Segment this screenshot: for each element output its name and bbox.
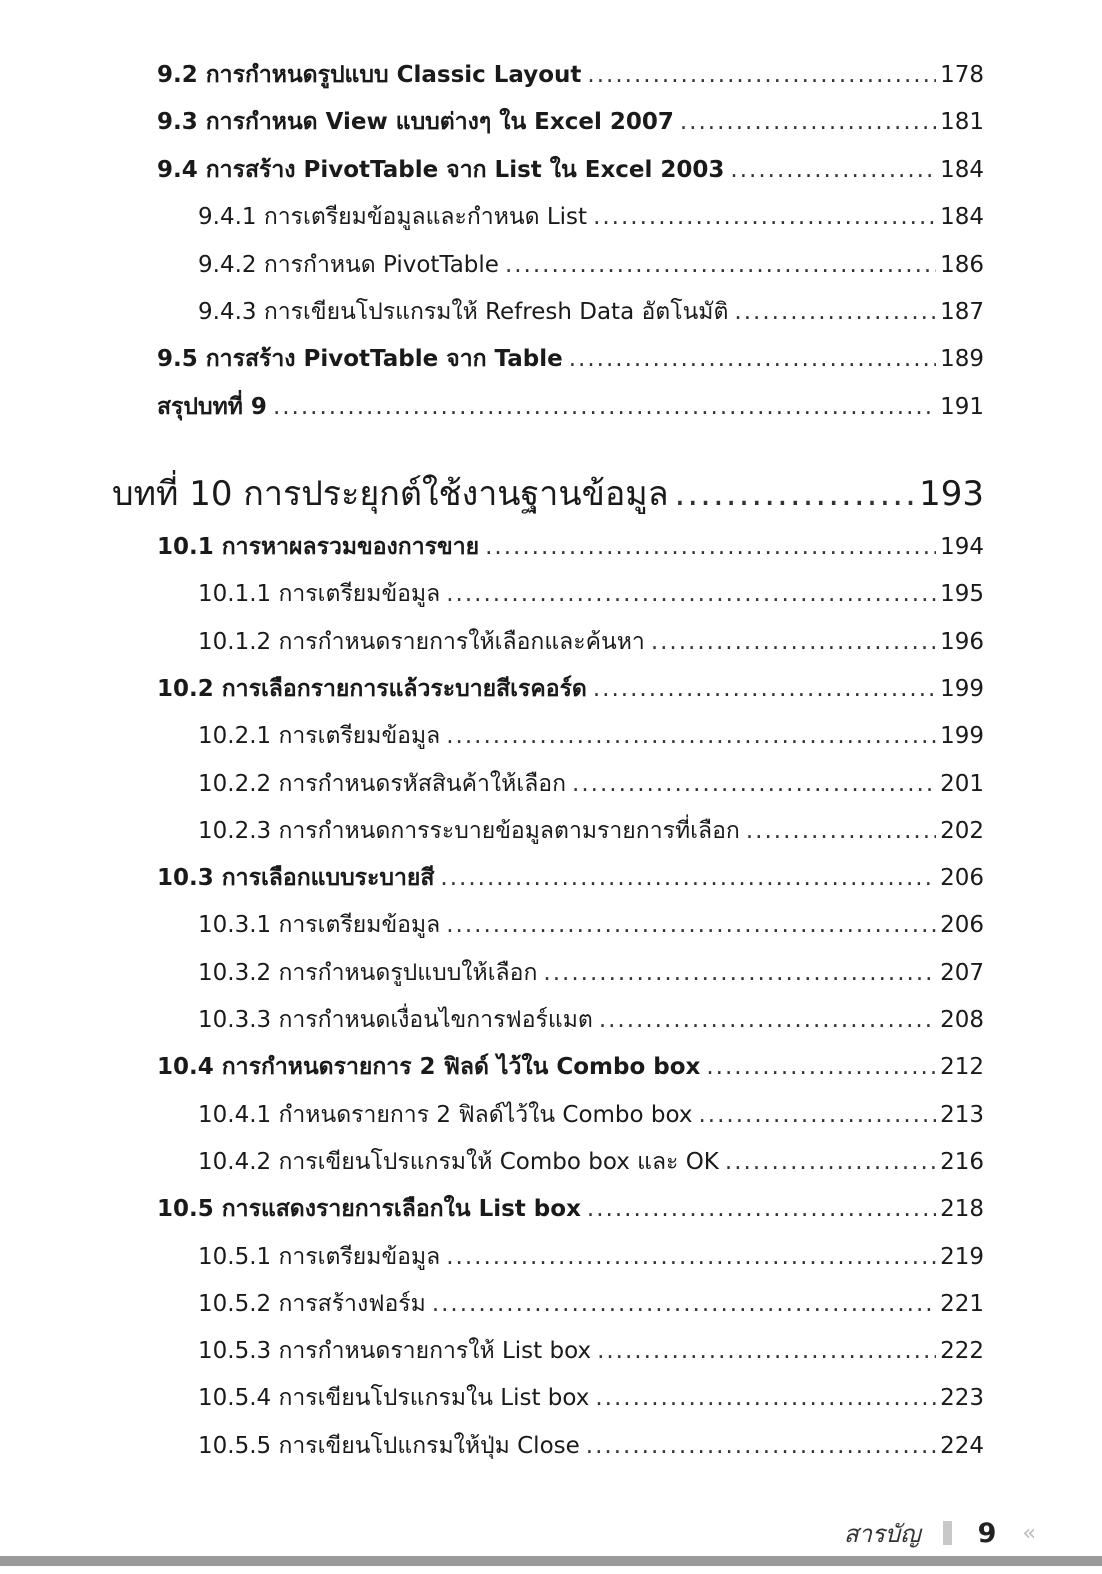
toc-entry-title: 10.2.2 การกำหนดรหัสสินค้าให้เลือก — [198, 770, 567, 797]
toc-entry-title: 10.5.2 การสร้างฟอร์ม — [198, 1290, 426, 1317]
toc-entry-page: 184 — [940, 204, 984, 231]
page-number: 9 — [977, 1517, 997, 1549]
toc-entry-page: 213 — [940, 1101, 984, 1128]
toc-entry — [157, 531, 984, 563]
toc-entry-title: 10.3.3 การกำหนดเงื่อนไขการฟอร์แมต — [198, 1007, 593, 1033]
dot-leader — [587, 59, 936, 91]
page-footer — [844, 1515, 1032, 1551]
toc-entry — [157, 343, 984, 375]
toc-entry-title: 10.2.3 การกำหนดการระบายข้อมูลตามรายการที่เลือก — [198, 817, 740, 844]
toc-entry-page: 224 — [940, 1432, 984, 1459]
toc-entry — [198, 1335, 984, 1367]
footer-divider — [943, 1521, 952, 1545]
dot-leader — [597, 1335, 936, 1367]
dot-leader — [595, 1382, 936, 1414]
toc-entry-page: 202 — [940, 817, 984, 844]
toc-entry-title: 10.3.2 การกำหนดรูปแบบให้เลือก — [198, 959, 538, 986]
toc-entry-title: 10.5.1 การเตรียมข้อมูล — [198, 1243, 441, 1270]
dot-leader — [680, 106, 936, 138]
toc-entry-page: 219 — [940, 1243, 984, 1270]
dot-leader — [734, 296, 936, 328]
chapter-page: 193 — [919, 474, 984, 514]
toc-entry-title: 9.3 การกำหนด View แบบต่างๆ ใน Excel 2007 — [157, 109, 674, 136]
toc-entry-title: 9.2 การกำหนดรูปแบบ Classic Layout — [157, 62, 582, 88]
dot-leader — [572, 768, 936, 800]
toc-entry-page: 196 — [940, 628, 984, 655]
dot-leader — [505, 249, 936, 281]
toc-entry — [198, 909, 984, 941]
dot-leader — [543, 957, 936, 989]
toc-entry-title: 10.5.4 การเขียนโปรแกรมใน List box — [198, 1385, 590, 1412]
toc-entry-title: 10.5 การแสดงรายการเลือกใน List box — [157, 1196, 581, 1223]
toc-entry-page: 206 — [940, 912, 984, 939]
toc-entry-page: 199 — [940, 723, 984, 750]
toc-entry — [198, 249, 984, 281]
toc-entry — [198, 957, 984, 989]
toc-entry-title: 10.1.2 การกำหนดรายการให้เลือกและค้นหา — [198, 628, 645, 655]
dot-leader — [730, 154, 936, 186]
dot-leader — [593, 673, 936, 705]
toc-entry-title: 9.4 การสร้าง PivotTable จาก List ใน Excel 2003 — [157, 156, 725, 183]
toc-entry-title: 10.1 การหาผลรวมของการขาย — [157, 534, 480, 560]
toc-entry-page: 184 — [940, 156, 984, 183]
dot-leader — [675, 470, 914, 518]
toc-entry-page: 208 — [940, 1007, 984, 1033]
bottom-border-band — [0, 1556, 1102, 1566]
double-chevron-left-icon: ‹‹ — [1022, 1520, 1032, 1546]
dot-leader — [446, 1241, 936, 1273]
toc-entry — [157, 106, 984, 138]
dot-leader — [432, 1288, 936, 1320]
toc-entry-title: 10.3 การเลือกแบบระบายสี — [157, 865, 435, 892]
toc-entry — [198, 578, 984, 610]
toc-entry — [198, 296, 984, 328]
toc-entry-title: สรุปบทที่ 9 — [157, 393, 267, 420]
toc-entry — [198, 720, 984, 752]
toc-entry-title: 9.4.2 การกำหนด PivotTable — [198, 251, 499, 278]
toc-entry-title: 10.4.1 กำหนดรายการ 2 ฟิลด์ไว้ใน Combo box — [198, 1101, 693, 1128]
dot-leader — [273, 391, 936, 423]
toc-entry-page: 191 — [940, 393, 984, 420]
chapter-heading — [112, 470, 984, 518]
toc-entry-page: 199 — [940, 675, 984, 702]
toc-entry-page: 221 — [940, 1290, 984, 1317]
toc-entry-page: 201 — [940, 770, 984, 797]
toc-entry-title: 9.4.3 การเขียนโปรแกรมให้ Refresh Data อัตโนมัติ — [198, 299, 729, 325]
toc-entry-title: 10.5.5 การเขียนโปแกรมให้ปุ่ม Close — [198, 1432, 580, 1459]
toc-entry-page: 187 — [940, 299, 984, 325]
toc-entry-page: 207 — [940, 959, 984, 986]
toc-entry — [198, 201, 984, 233]
dot-leader — [569, 343, 936, 375]
toc-entry-page: 218 — [940, 1196, 984, 1223]
toc-entry — [157, 1193, 984, 1225]
toc-entry-title: 9.5 การสร้าง PivotTable จาก Table — [157, 346, 563, 373]
dot-leader — [446, 909, 936, 941]
dot-leader — [599, 1004, 936, 1036]
toc-entry — [157, 154, 984, 186]
toc-entry — [157, 673, 984, 705]
toc-entry — [157, 1051, 984, 1083]
dot-leader — [725, 1146, 936, 1178]
toc-entry-title: 10.4 การกำหนดรายการ 2 ฟิลด์ ไว้ใน Combo box — [157, 1054, 701, 1081]
dot-leader — [706, 1051, 936, 1083]
dot-leader — [651, 626, 936, 658]
footer-label: สารบัญ — [843, 1519, 921, 1548]
chapter-title: บทที่ 10 การประยุกต์ใช้งานฐานข้อมูล — [112, 474, 669, 514]
toc-entry-title: 10.5.3 การกำหนดรายการให้ List box — [198, 1338, 592, 1365]
dot-leader — [587, 1193, 936, 1225]
toc-entry-page: 195 — [940, 581, 984, 608]
toc-entry-title: 10.3.1 การเตรียมข้อมูล — [198, 912, 441, 939]
dot-leader — [593, 201, 936, 233]
toc-entry-page: 178 — [940, 62, 984, 88]
toc-entry-page: 181 — [940, 109, 984, 136]
toc-entry-page: 206 — [940, 865, 984, 892]
toc-entry — [198, 1146, 984, 1178]
toc-entry-page: 223 — [940, 1385, 984, 1412]
toc-entry-title: 10.2 การเลือกรายการแล้วระบายสีเรคอร์ด — [157, 675, 587, 702]
toc-entry — [157, 391, 984, 423]
toc-entry-page: 194 — [940, 534, 984, 560]
toc-entry-page: 222 — [940, 1338, 984, 1365]
dot-leader — [746, 815, 936, 847]
toc-entry-title: 9.4.1 การเตรียมข้อมูลและกำหนด List — [198, 204, 588, 231]
toc-entry-page: 189 — [940, 346, 984, 373]
toc-entry — [198, 626, 984, 658]
dot-leader — [446, 720, 936, 752]
toc-entry — [157, 862, 984, 894]
toc-entry-title: 10.2.1 การเตรียมข้อมูล — [198, 723, 441, 750]
dot-leader — [440, 862, 936, 894]
toc-entry-page: 186 — [940, 251, 984, 278]
dot-leader — [485, 531, 936, 563]
toc-entry-title: 10.4.2 การเขียนโปรแกรมให้ Combo box และ OK — [198, 1148, 719, 1175]
toc-entry — [198, 1382, 984, 1414]
dot-leader — [698, 1099, 936, 1131]
toc-entry — [198, 815, 984, 847]
toc-entry — [198, 1241, 984, 1273]
toc-entry — [198, 768, 984, 800]
toc-entry — [198, 1430, 984, 1462]
toc-entry — [198, 1099, 984, 1131]
dot-leader — [586, 1430, 936, 1462]
toc-entry — [157, 59, 984, 91]
dot-leader — [446, 578, 936, 610]
toc-entry-title: 10.1.1 การเตรียมข้อมูล — [198, 581, 441, 608]
toc-entry — [198, 1288, 984, 1320]
toc-entry-page: 216 — [940, 1148, 984, 1175]
toc-entry — [198, 1004, 984, 1036]
toc-entry-page: 212 — [940, 1054, 984, 1081]
